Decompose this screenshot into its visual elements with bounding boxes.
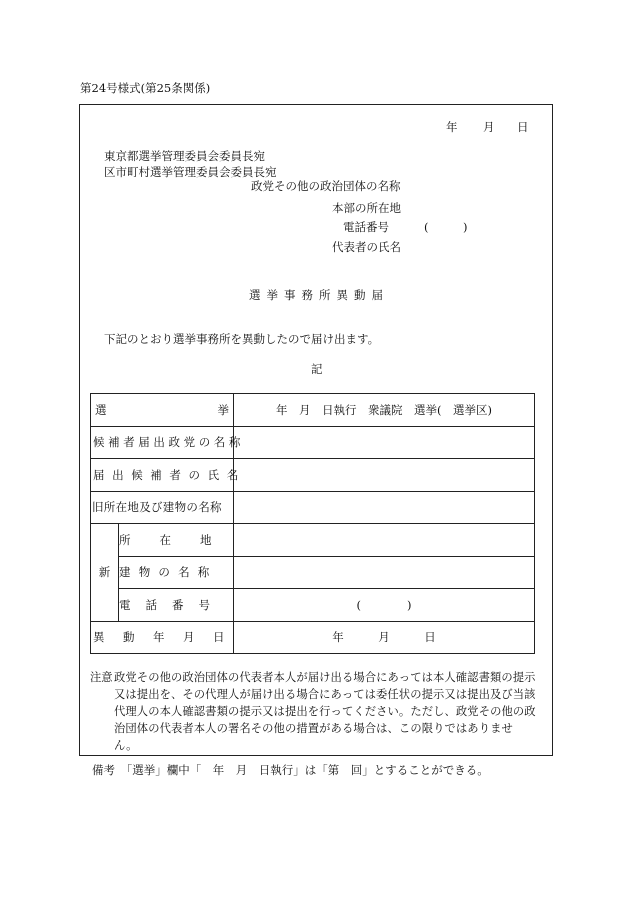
- form-table: [90, 393, 535, 654]
- date-day: 日: [517, 120, 529, 134]
- form-title: 選挙事務所異動届: [249, 288, 389, 302]
- party-value-cell[interactable]: [234, 426, 535, 459]
- note-block: [90, 669, 536, 754]
- new-phone-value-cell[interactable]: [234, 589, 535, 622]
- candidate-label: 届出候補者の氏名: [93, 467, 246, 482]
- form-number: 第24号様式(第25条関係): [80, 81, 211, 95]
- new-label: 新: [98, 565, 111, 580]
- table-row-change-date: [91, 621, 535, 654]
- phone-label: 電話番号: [343, 220, 389, 234]
- table-row-candidate: [91, 459, 535, 492]
- note-head: 注意: [90, 671, 113, 684]
- new-location-label-cell: [119, 524, 241, 557]
- old-location-value-cell[interactable]: [234, 491, 535, 524]
- table-row-new-phone: [91, 589, 535, 622]
- note-text: 政党その他の政治団体の代表者本人が届け出る場合にあっては本人確認書類の提示又は提出を、その代理人が届け出る場合にあっては委任状の提示又は提出及び当該代理人の本人確認書類の提示又は提出を行ってください。ただし、政党その他の政治団体の代表者本人の署名その他の措置がある場合は、この限りではありません。: [114, 671, 536, 752]
- election-label-cell: [91, 394, 234, 427]
- new-building-label: 建物の名称: [119, 565, 218, 580]
- date-year: 年: [446, 120, 458, 134]
- phone-parens: ( ): [424, 220, 468, 234]
- change-date-label: 異動年月日: [93, 630, 243, 645]
- new-phone-label: 電話番号: [119, 597, 225, 612]
- table-row-election: [91, 394, 535, 427]
- candidate-value-cell[interactable]: [234, 459, 535, 492]
- candidate-label-cell: [91, 459, 246, 492]
- old-location-label: 旧所在地及び建物の名称: [92, 500, 222, 515]
- table-row-party: [91, 426, 535, 459]
- ki-mark: 記: [311, 362, 323, 376]
- election-label-1: 選: [95, 402, 107, 417]
- table-row-new-building: [91, 556, 535, 589]
- party-name-label: 政党その他の政治団体の名称: [251, 179, 401, 193]
- new-building-label-cell: [119, 556, 234, 589]
- remark: 備考 「選挙」欄中「 年 月 日執行」は「第 回」とすることができる。: [92, 763, 489, 777]
- party-label-cell: [91, 426, 244, 459]
- table-row-new-location: [91, 524, 535, 557]
- table-row-old-location: [91, 491, 535, 524]
- new-building-value-cell[interactable]: [234, 556, 535, 589]
- addressee-tokyo: 東京都選挙管理委員会委員長宛: [104, 149, 265, 163]
- new-phone-value: ( ): [356, 597, 412, 612]
- party-label: 候補者届出政党の名称: [93, 435, 244, 450]
- representative-label: 代表者の氏名: [332, 240, 401, 254]
- new-location-value-cell[interactable]: [234, 524, 535, 557]
- new-location-label: 所在地: [119, 532, 241, 547]
- new-phone-label-cell: [119, 589, 234, 622]
- new-label-cell: [91, 524, 119, 622]
- old-location-label-cell: [91, 491, 234, 524]
- election-label-2: 挙: [217, 402, 229, 417]
- date-month: 月: [483, 120, 495, 134]
- statement: 下記のとおり選挙事務所を異動したので届け出ます。: [104, 332, 380, 346]
- change-date-value-cell[interactable]: [234, 621, 535, 654]
- election-value-cell[interactable]: [234, 394, 535, 427]
- election-value: 年 月 日執行 衆議院 選挙( 選挙区): [276, 402, 492, 417]
- change-date-value: 年 月 日: [332, 630, 436, 645]
- hq-location-label: 本部の所在地: [332, 201, 401, 215]
- addressee-municipal: 区市町村選挙管理委員会委員長宛: [104, 165, 277, 179]
- change-date-label-cell: [91, 621, 243, 654]
